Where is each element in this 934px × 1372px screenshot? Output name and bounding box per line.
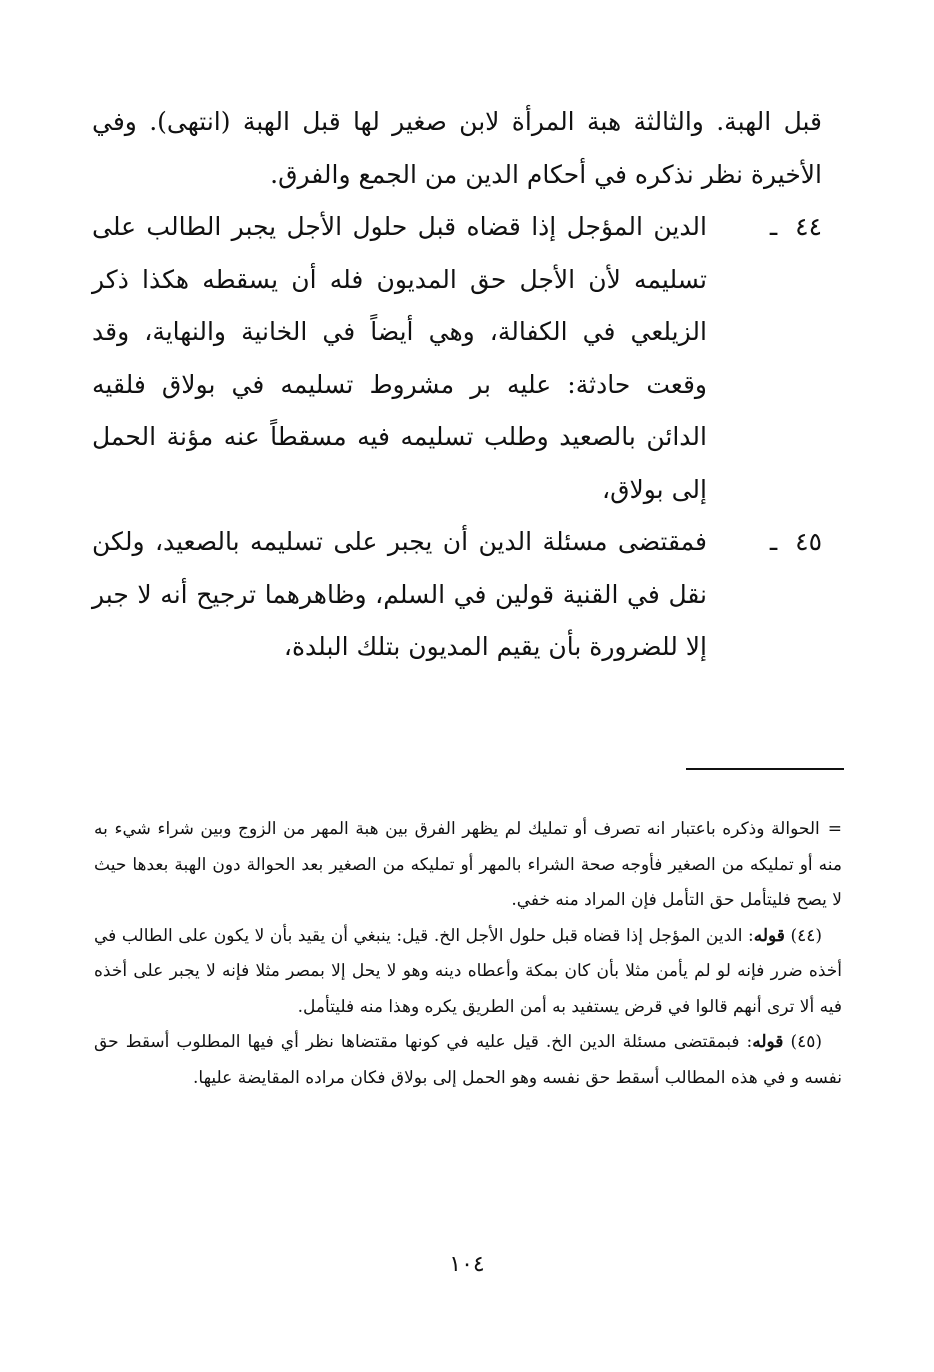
footnote-text: : فبمقتضى مسئلة الدين الخ. قيل عليه في كونها مقتضاها نظر أي فيها المطلوب أسقط حق نفسه و في هذه المطالب أسقط حق نفسه وهو الحمل إلى بولاق فكان مراده المقايضة عليها. xyxy=(94,1032,842,1088)
footnote-keyword: قوله xyxy=(752,1032,784,1052)
item-number xyxy=(707,516,822,674)
page-number: ١٠٤ xyxy=(449,1252,485,1277)
numbered-item-45 xyxy=(92,516,822,674)
numbered-item-44 xyxy=(92,201,822,516)
footnote-ref: (٤٤) xyxy=(790,925,822,946)
main-text xyxy=(92,96,822,674)
footnote-ref: (٤٥) xyxy=(790,1032,822,1052)
item-text: الدين المؤجل إذا قضاه قبل حلول الأجل يجبر الطالب على تسليمه لأن الأجل حق المديون فله أن يسقطه هكذا ذكر الزيلعي في الكفالة، وهي أيضاً في الخانية والنهاية، وقد وقعت حادثة: عليه بر مشروط تسليمه في بولاق فلقيه الدائن بالصعيد وطلب تسليمه فيه مسقطاً عنه مؤنة الحمل إلى بولاق، xyxy=(92,212,707,504)
item-text: فمقتضى مسئلة الدين أن يجبر على تسليمه بالصعيد، ولكن نقل في القنية قولين في السلم، وظاهرهما ترجيح أنه لا جبر إلا للضرورة بأن يقيم المديون بتلك البلدة، xyxy=(92,527,707,661)
footnote-text: : الدين المؤجل إذا قضاه قبل حلول الأجل الخ. قيل: ينبغي أن يقيد بأن لا يكون على الطالب في أخذه ضرر فإنه لو لم يأمن مثلا بأن كان بمكة وأعطاه دينه وهو لا يحل إلا بمصر مثلا فإنه لا يجبر على أخذه فيه ألا ترى أنهم قالوا في قرض يستفيد به أمن الطريق يكره وهذا منه فليتأمل. xyxy=(94,925,842,1017)
item-dash: ـ xyxy=(769,212,778,241)
item-dash: ـ xyxy=(769,527,778,556)
footnote-separator xyxy=(686,768,844,770)
continuation-mark: = xyxy=(827,819,842,839)
continuation-text: الحوالة وذكره باعتبار انه تصرف أو تمليك لم يظهر الفرق بين هبة المهر من الزوج وبين شراء شيء به منه أو تمليكه من الصغير فأوجه صحة الشراء بالمهر أو تمليكه من الصغير بعد الحوالة دون الهبة بعدها حيث لا يصح فليتأمل حق التأمل فإن المراد منه خفي. xyxy=(94,819,842,910)
intro-paragraph: قبل الهبة. والثالثة هبة المرأة لابن صغير لها قبل الهبة (انتهى). وفي الأخيرة نظر نذكره في أحكام الدين من الجمع والفرق. xyxy=(92,107,822,189)
item-number-value: ٤٤ xyxy=(795,212,822,241)
footnote-keyword: قوله xyxy=(753,925,785,946)
footnote-45 xyxy=(94,1025,842,1096)
item-number xyxy=(707,201,822,516)
footnotes xyxy=(94,812,842,1096)
footnote-44 xyxy=(94,919,842,1026)
footnote-continuation xyxy=(94,812,842,919)
item-number-value: ٤٥ xyxy=(795,527,822,556)
